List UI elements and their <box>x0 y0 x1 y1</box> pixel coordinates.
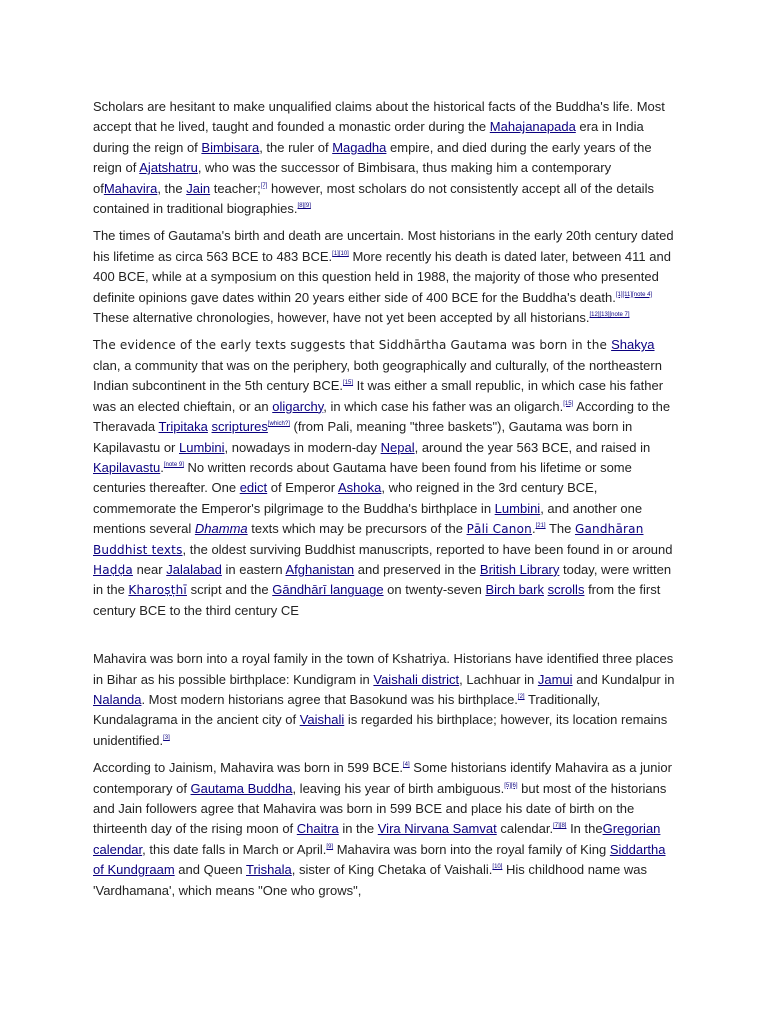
text: , around the year 563 BCE, and raised in <box>414 439 651 455</box>
text: (from Pali, meaning "three baskets"), Gautama was born in Kapilavastu or <box>93 419 633 455</box>
text: According to the Theravada <box>93 398 671 435</box>
text: , who was the successor of Bimbisara, thus making him a contemporary of <box>93 160 612 196</box>
text: , the ruler of <box>259 139 333 155</box>
link-nepal[interactable]: Nepal <box>380 439 415 455</box>
citation-link[interactable]: [5][6] <box>504 782 518 789</box>
citation[interactable] <box>343 380 353 386</box>
link-lumbini[interactable]: Lumbini <box>494 500 541 516</box>
text: script and the <box>186 582 273 598</box>
citation-link[interactable]: [1][10] <box>332 250 349 257</box>
text: Some historians identify Mahavira as a junior contemporary of <box>93 760 672 796</box>
text: . <box>160 459 164 475</box>
citation[interactable] <box>553 823 566 829</box>
text: , who reigned in the 3rd century BCE, commemorate the Emperor's pilgrimage to the Buddha's birthplace in <box>93 480 598 516</box>
citation[interactable] <box>616 292 652 298</box>
citation-link[interactable]: [8][9] <box>297 203 311 210</box>
link-kharosthi[interactable]: Kharoṣṭhī <box>128 583 187 598</box>
link-gregorian-calendar[interactable]: Gregorian calendar <box>93 821 661 857</box>
text: and Kundalpur in <box>572 671 675 687</box>
citation-link[interactable]: [12][13][note 7] <box>589 312 630 319</box>
text: but most of the historians and Jain followers agree that Mahavira was born in 599 BCE and place his date of birth on the thirteenth day of the rising moon of <box>93 780 667 837</box>
text: clan, a community that was on the periphery, both geographically and culturally, of the northeastern Indian subcontinent in the 5th century BCE. <box>93 357 662 394</box>
link-vira-nirvana-samvat[interactable]: Vira Nirvana Samvat <box>377 821 497 837</box>
text: texts which may be precursors of the <box>247 521 467 537</box>
text: The evidence of the early texts suggests that Siddhārtha Gautama was born in the <box>93 338 612 353</box>
citation[interactable] <box>403 762 410 768</box>
link-mahavira[interactable]: Mahavira <box>103 180 158 196</box>
citation-link[interactable]: [7] <box>260 182 268 189</box>
text: His childhood name was 'Vardhamana', which means "One who grows", <box>93 862 647 898</box>
text: calendar. <box>496 821 554 837</box>
link-kapilavastu[interactable]: Kapilavastu <box>93 459 161 475</box>
citation-link[interactable]: [10] <box>492 864 503 871</box>
link-ashoka[interactable]: Ashoka <box>337 480 382 496</box>
link-dhamma[interactable]: Dhamma <box>194 521 248 537</box>
text: today, were written in the <box>93 561 672 598</box>
citation[interactable] <box>268 421 290 427</box>
paragraph-buddha-historicity <box>93 97 677 219</box>
link-tripitaka[interactable]: Tripitaka <box>158 419 208 435</box>
citation[interactable] <box>536 523 546 529</box>
citation[interactable] <box>492 864 502 870</box>
link-jamui[interactable]: Jamui <box>537 671 573 687</box>
paragraph-early-texts <box>93 335 677 621</box>
text: is regarded his birthplace; however, its location remains unidentified. <box>93 712 668 748</box>
citation[interactable] <box>332 251 349 257</box>
citation-link[interactable]: [which?] <box>267 421 290 428</box>
link-chaitra[interactable]: Chaitra <box>296 821 339 837</box>
text: The <box>545 521 575 537</box>
link-jain[interactable]: Jain <box>186 180 211 196</box>
text: , the <box>157 180 187 196</box>
citation-link[interactable]: [21] <box>535 523 546 530</box>
paragraph-birth-death-dates <box>93 226 677 328</box>
text: These alternative chronologies, however, have not yet been accepted by all historians. <box>93 310 590 326</box>
link-mahajanapada[interactable]: Mahajanapada <box>489 119 576 135</box>
text: teacher; <box>210 180 261 196</box>
citation[interactable] <box>518 694 525 700</box>
citation-link[interactable]: [note 9] <box>163 461 184 468</box>
text: empire, and died during the early years of the reign of <box>93 139 652 176</box>
citation[interactable] <box>563 401 573 407</box>
link-magadha[interactable]: Magadha <box>332 139 387 155</box>
text: and preserved in the <box>354 561 480 577</box>
paragraph-mahavira-birthplace <box>93 649 677 751</box>
text: and Queen <box>174 862 246 878</box>
link-shakya[interactable]: Shakya <box>611 337 655 353</box>
citation[interactable] <box>164 462 184 468</box>
citation-link[interactable]: [2] <box>517 693 525 700</box>
citation-link[interactable]: [15] <box>563 400 574 407</box>
citation[interactable] <box>504 783 517 789</box>
text: era in India during the reign of <box>93 119 644 155</box>
text: , Lachhuar in <box>459 671 538 687</box>
text: More recently his death is dated later, between 411 and 400 BCE, while at a symposium on this question held in 1988, the majority of those who presented definite opinions gave dates within 20 years either side of 400 BCE for the Buddha's death. <box>93 248 671 305</box>
citation-link[interactable]: [7][8] <box>553 823 567 830</box>
link-nalanda[interactable]: Nalanda <box>93 691 142 707</box>
link-scrolls[interactable]: scrolls <box>547 582 585 598</box>
text: Mahavira was born into a royal family in the town of Kshatriya. Historians have identified three places in Bihar as his possible birthplace: Kundigram in <box>93 651 674 687</box>
citation-link[interactable]: [9] <box>326 843 334 850</box>
text: Scholars are hesitant to make unqualified claims about the historical facts of the Buddha's life. Most accept that he lived, taught and founded a monastic order during the <box>93 99 665 135</box>
text: , in which case his father was an oligarch. <box>323 398 564 414</box>
text: It was either a small republic, in which case his father was an elected chieftain, or an <box>93 378 664 414</box>
text: Traditionally, Kundalagrama in the ancient city of <box>93 691 601 728</box>
text: . <box>531 521 536 537</box>
link-edict[interactable]: edict <box>239 480 268 496</box>
text: , the oldest surviving Buddhist manuscripts, reported to have been found in or around <box>182 541 673 557</box>
text: , and another one mentions several <box>93 500 643 537</box>
text: in the <box>338 821 378 837</box>
text: The times of Gautama's birth and death are uncertain. Most historians in the early 20th century dated his lifetime as circa 563 BCE to 483 BCE. <box>93 228 674 264</box>
paragraph-mahavira-birth-date <box>93 758 677 901</box>
link-lumbini[interactable]: Lumbini <box>179 439 225 455</box>
link-gautama-buddha[interactable]: Gautama Buddha <box>190 780 293 796</box>
text: from the first century BCE to the third century CE <box>93 582 661 618</box>
citation[interactable] <box>163 735 170 741</box>
link-hadda[interactable]: Haḍḍa <box>93 562 133 577</box>
article-body <box>93 97 677 908</box>
link-gandharan-buddhist-texts[interactable]: Gandhāran Buddhist texts <box>93 522 644 557</box>
link-oligarchy[interactable]: oligarchy <box>272 398 324 414</box>
link-trishala[interactable]: Trishala <box>246 862 292 878</box>
link-afghanistan[interactable]: Afghanistan <box>285 561 355 577</box>
text: In the <box>566 821 603 837</box>
text: near <box>132 561 167 577</box>
link-gandhari-language[interactable]: Gāndhārī language <box>272 582 384 598</box>
link-vaishali-district[interactable]: Vaishali district <box>373 671 460 687</box>
citation-link[interactable]: [3] <box>163 734 170 741</box>
link-bimbisara[interactable]: Bimbisara <box>201 139 260 155</box>
text: on twenty-seven <box>383 582 486 598</box>
citation-link[interactable]: [4] <box>402 762 410 769</box>
link-ajatshatru[interactable]: Ajatshatru <box>139 160 198 176</box>
text: , leaving his year of birth ambiguous. <box>292 780 505 796</box>
text: No written records about Gautama have been found from his lifetime or some centuries thereafter. One <box>93 459 632 496</box>
citation[interactable] <box>589 312 629 318</box>
text: however, most scholars do not consistently accept all of the details contained in traditional biographies. <box>93 180 654 217</box>
link-siddartha-of-kundgraam[interactable]: Siddartha of Kundgraam <box>93 841 666 878</box>
link-british-library[interactable]: British Library <box>479 561 560 577</box>
text: Mahavira was born into the royal family of King <box>333 841 610 857</box>
link-jalalabad[interactable]: Jalalabad <box>166 561 222 577</box>
text: in eastern <box>221 561 286 577</box>
citation[interactable] <box>298 203 311 209</box>
text: of Emperor <box>267 480 338 496</box>
text: . Most modern historians agree that Basokund was his birthplace. <box>141 691 518 707</box>
link-vaishali[interactable]: Vaishali <box>299 712 345 728</box>
link-scriptures[interactable]: scriptures <box>211 419 268 435</box>
link-pali-canon[interactable]: Pāli Canon <box>466 522 532 537</box>
text: , this date falls in March or April. <box>142 841 327 857</box>
text: , nowadays in modern-day <box>224 439 381 455</box>
text: According to Jainism, Mahavira was born in 599 BCE. <box>93 760 403 776</box>
text: , sister of King Chetaka of Vaishali. <box>291 862 493 878</box>
link-birch-bark[interactable]: Birch bark <box>485 582 544 598</box>
citation-link[interactable]: [1][11][note 4] <box>615 291 653 298</box>
citation-link[interactable]: [15] <box>343 380 354 387</box>
